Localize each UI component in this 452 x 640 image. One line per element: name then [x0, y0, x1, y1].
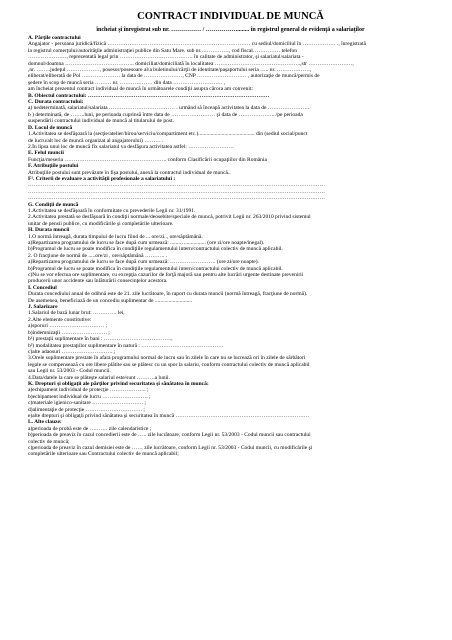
contract-line: 1.O normă întreagă, durata timpului de lucru fiind de ... ore/zi.., ore/săptămână.: [28, 233, 203, 240]
contract-line: legale se compensează cu ore libere plătite sau se plătesc cu un spor la salariu, conform contractului colectiv de muncă aplicabil: [28, 361, 310, 368]
section-heading: I. Concediul: [28, 284, 57, 291]
section-heading: J. Salarizare: [28, 304, 58, 311]
contract-line: a)Repartizarea programului de lucru se face după cum urmează: ……………………. (ore zi/ore noapte).: [28, 259, 259, 266]
contract-line: c)materiale igienico-sanitare ………………………. ;: [28, 400, 146, 407]
contract-line: b ) determinată, de ……..luni, pe perioada cuprinsă între data de …………………… şi data de ……………….../pe perioada: [28, 111, 303, 118]
section-heading: A. Părţile contractului: [28, 35, 81, 41]
contract-line: ,nr. ……..judeţul ………………, posesor/posesoare al/a buletinului/cărţii de identitate/paşaportului seria ….. nr. ………………,: [28, 67, 312, 74]
contract-line: eliberat/eliberată de Pol ………………… la data de …………………, CNP ……………………… , autorizaţie de muncă/permis de: [28, 73, 320, 80]
contract-line: a)sporuri ………………………… ;: [28, 323, 108, 330]
contract-line: colectiv de muncă;: [28, 438, 70, 445]
contract-line: Funcţia/meseria ……………………………………………….. conform Clasificării ocupaţiilor din România: [28, 156, 267, 163]
contract-line: 4.Data/datele la care se plăteşte salariul este/sunt ……….a lunii.: [28, 374, 170, 381]
contract-line: sau Legii nr. 53/2003 - Codul muncii.: [28, 368, 111, 375]
section-heading: H. Durata muncii: [28, 227, 70, 234]
contract-line: b)indemnizaţii ……………………. ;: [28, 329, 110, 336]
contract-line: 1.Activitatea se desfăşoară la (secţie/atelier/birou/serviciu/compartiment etc.)......................................... din (sediul social/punct: [28, 131, 308, 138]
registration-line: încheiat şi înregistrat sub nr. …………… / ……………......... în registrul general de evidenţă a salariaţilor: [96, 27, 365, 33]
contract-line: am încheiat prezentul contract individual de muncă în următoarele condiţii asupra cărora am convenit:: [28, 86, 253, 93]
contract-line: 2.Activitatea prestată se desfăşoară în condiţii normale/deosebite/speciale de muncă, potrivit Legii nr. 263/2010 privind sistemul: [28, 214, 311, 221]
contract-line: b)Programul de lucru se poate modifica în condiţiile regulamentului intern/contractului colectiv de muncă aplicabil.: [28, 265, 283, 272]
contract-line: la registrul comerţului/autorităţile administraţiei publice din Satu Mare. sub nr.……………, cod fiscal…………… telefon: [28, 47, 297, 54]
contract-line: 2. O fracţiune de normă de .....ore/zi , ore/săptămână ……….. .: [28, 252, 167, 259]
contract-line: De asemenea, beneficiază de un concediu suplimentar de ...........................: [28, 297, 193, 304]
contract-line: unitar de pensii publice, cu modificările şi completările ulterioare.: [28, 220, 174, 227]
section-heading: F. Atribuţiile postului: [28, 163, 79, 170]
contract-line: 3.Orele suplimentare prestate în afara programului normal de lucru sau în zilele în care nu se lucrează ori în zilele de sărbători: [28, 355, 306, 362]
contract-line: e)alte drepturi şi obligaţii privind sănătatea şi securitatea în muncă ……………………………………………………………….: [28, 412, 309, 419]
contract-line: domnul/doamna ……………………………….. domiciliat/domiciliată în localitatea ………………………………………..,str ……………………,: [28, 60, 354, 67]
contract-line: a)perioada de probă este de ………. zile calendaristice ;: [28, 425, 152, 432]
section-heading: B. Obiectul contractului: ………………………………………………………………………………………: [28, 92, 270, 99]
contract-line: b¹) prestaţii suplimentare în bani : ……………………………….,: [28, 336, 173, 343]
contract-line: şedere în scop de muncă seria ……… nr. ……………… din data ……………………… ,: [28, 79, 226, 86]
section-heading: L. Alte clauze:: [28, 419, 62, 426]
contract-line: c)Nu se vor efectua ore suplimentare, cu excepţia cazurilor de forţă majoră sau pentru alte lucrări urgente destinate prevenirii: [28, 272, 304, 279]
contract-line: b²) modalitatea prestaţiilor suplimentare în natură : ………………………………………: [28, 342, 224, 349]
section-heading: C. Durata contractului:: [28, 99, 84, 106]
contract-line: ………………………………………………………………………………………………………………………………………………: [28, 182, 325, 189]
contract-line: a) nedeterminată, salariatul/salariata ……………………………… . urmând să înceapă activitatea la data de …………………..: [28, 105, 310, 112]
contract-line: …………………, reprezentată legal prin …………………………………. în calitate de administrator, şi salariatul/salariata -: [28, 54, 304, 61]
contract-line: producerii unor accidente sau înlăturării consecinţelor acestora.: [28, 278, 168, 285]
contract-line: Durata concediului anual de odihnă este de 21. zile lucrătoare, în raport cu durata muncii (normă întreagă, fracţiune de normă).: [28, 291, 308, 298]
contract-line: Atribuţiile postului sunt prevăzute în fişa postului, anexă la contractul individual de muncă..: [28, 169, 231, 176]
section-heading: F¹. Criterii de evaluare a activităţii profesionale a salariatului :: [28, 175, 176, 182]
contract-line: completările ulterioare sau Contractului colectiv de muncă aplicabil;: [28, 451, 179, 458]
contract-line: suspendării contractului individual de muncă al titularului de post.: [28, 118, 174, 125]
contract-line: 2.În lipsa unui loc de muncă fix salariatul va desfăşura activitatea astfel: …………………….: [28, 143, 234, 150]
contract-line: a)Repartizarea programului de lucru se face după cum urmează: .......…............... (ore zi/ore noapte/inegal).: [28, 240, 265, 246]
section-heading: D. Locul de muncă: [28, 124, 73, 131]
contract-line: d)alimentaţie de protecţie …………………………. ;: [28, 406, 145, 413]
contract-line: ………………………………………………………………………………………………………………………………………………: [28, 188, 325, 195]
contract-line: 1.Salariul de bază lunar brut: …………. lei,: [28, 310, 125, 317]
contract-line: 1.Activitatea se desfăşoară în conformitate cu prevederile Legii nr. 31/1991.: [28, 207, 196, 214]
contract-line: b)Programul de lucru se poate modifica în condiţiile regulamentului intern/contractului colectiv de muncă aplicabil.: [28, 246, 283, 253]
contract-title: CONTRACT INDIVIDUAL DE MUNCĂ: [137, 11, 324, 22]
section-heading: G. Condiţii de muncă: [28, 201, 79, 208]
contract-line: a)echipament individual de protecţie ……………….. ;: [28, 387, 149, 394]
contract-line: b)echipament individual de lucru ……………………. ;: [28, 393, 151, 400]
contract-line: ………………………………………………………………………………………………………………………………………………: [28, 195, 325, 202]
section-heading: E. Felul muncii: [28, 150, 64, 157]
contract-line: c)perioada de preaviz în cazul demisiei este de …… zile lucrătoare, conform Legii nr. 53/2003 - Codul muncii, cu modificările şi: [28, 445, 313, 451]
contract-line: b)perioada de preaviz în cazul concedierii este de ….. zile lucrătoare, conform Legii nr. 53/2003 - Codul muncii sau contractului: [28, 432, 311, 439]
contract-line: Angajator - persoana juridică/fizică …………………………………………………………………… cu sediul/domiciliul în ……………… ., înregistrată: [28, 41, 366, 48]
contract-line: c)alte adaosuri ………………………. ;: [28, 348, 116, 355]
section-heading: K. Drepturi şi obligaţii ale părţilor privind securitatea şi sănătatea în muncă:: [28, 380, 209, 387]
contract-line: de lucru/alt loc de muncă organizat al angajatorului) ……… .: [28, 137, 164, 144]
contract-body: [28, 35, 433, 458]
contract-line: 2.Alte elemente constitutive:: [28, 316, 92, 323]
